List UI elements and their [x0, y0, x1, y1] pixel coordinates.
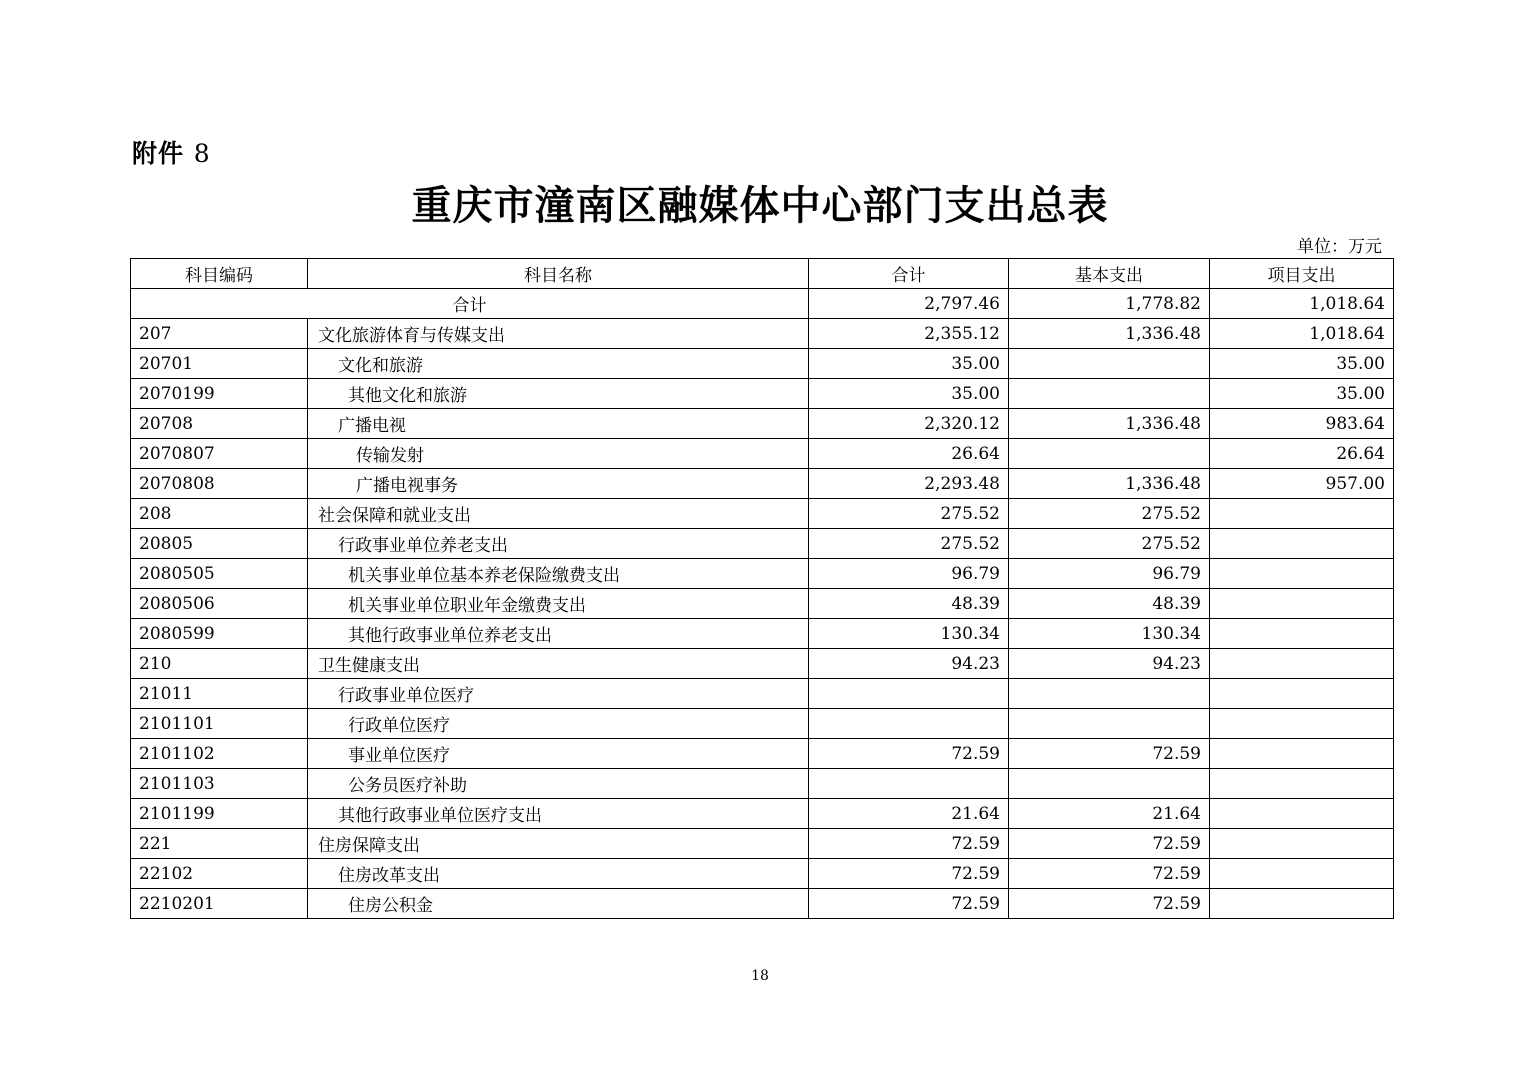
row-total: 72.59: [809, 859, 1009, 889]
total-row-project: 1,018.64: [1210, 289, 1394, 319]
row-basic: 48.39: [1009, 589, 1210, 619]
row-project: [1210, 829, 1394, 859]
row-project: [1210, 679, 1394, 709]
row-project: [1210, 859, 1394, 889]
row-name: 行政事业单位养老支出: [308, 529, 809, 559]
row-total: [809, 769, 1009, 799]
row-code: 221: [131, 829, 308, 859]
attachment-label-text: 附件: [132, 139, 185, 168]
row-name: 住房改革支出: [308, 859, 809, 889]
row-basic: 275.52: [1009, 529, 1210, 559]
table-row: [131, 799, 1394, 829]
row-code: 22102: [131, 859, 308, 889]
expenditure-table: [130, 258, 1394, 919]
row-total: 72.59: [809, 829, 1009, 859]
row-code: 2101101: [131, 709, 308, 739]
row-name: 行政事业单位医疗: [308, 679, 809, 709]
row-basic: [1009, 769, 1210, 799]
row-name: 机关事业单位基本养老保险缴费支出: [308, 559, 809, 589]
column-header-total: 合计: [809, 259, 1009, 289]
row-project: 26.64: [1210, 439, 1394, 469]
row-project: [1210, 589, 1394, 619]
row-total: 94.23: [809, 649, 1009, 679]
row-basic: 21.64: [1009, 799, 1210, 829]
table-row: [131, 379, 1394, 409]
table-row: [131, 889, 1394, 919]
row-total: 2,320.12: [809, 409, 1009, 439]
row-name: 其他行政事业单位医疗支出: [308, 799, 809, 829]
row-name: 卫生健康支出: [308, 649, 809, 679]
row-code: 2070807: [131, 439, 308, 469]
column-header-project: 项目支出: [1210, 259, 1394, 289]
row-name: 行政单位医疗: [308, 709, 809, 739]
table-header-row: [131, 259, 1394, 289]
row-project: [1210, 649, 1394, 679]
row-basic: 1,336.48: [1009, 469, 1210, 499]
row-code: 2080599: [131, 619, 308, 649]
table-row: [131, 829, 1394, 859]
row-project: [1210, 709, 1394, 739]
row-name: 广播电视事务: [308, 469, 809, 499]
row-code: 210: [131, 649, 308, 679]
row-project: [1210, 889, 1394, 919]
table-row: [131, 409, 1394, 439]
row-basic: 94.23: [1009, 649, 1210, 679]
row-total: 26.64: [809, 439, 1009, 469]
attachment-number: 8: [193, 139, 211, 168]
table-row: [131, 859, 1394, 889]
row-total: 48.39: [809, 589, 1009, 619]
row-basic: 72.59: [1009, 829, 1210, 859]
row-total: 35.00: [809, 349, 1009, 379]
unit-label: 单位：万元: [1297, 237, 1382, 257]
table-row: [131, 679, 1394, 709]
row-total: 275.52: [809, 499, 1009, 529]
attachment-label: [132, 134, 211, 170]
row-project: [1210, 499, 1394, 529]
row-basic: [1009, 439, 1210, 469]
row-name: 其他行政事业单位养老支出: [308, 619, 809, 649]
row-name: 住房保障支出: [308, 829, 809, 859]
row-name: 社会保障和就业支出: [308, 499, 809, 529]
row-project: [1210, 529, 1394, 559]
row-total: 21.64: [809, 799, 1009, 829]
row-project: 983.64: [1210, 409, 1394, 439]
total-row-total: 2,797.46: [809, 289, 1009, 319]
row-total: [809, 679, 1009, 709]
row-project: 957.00: [1210, 469, 1394, 499]
column-header-code: 科目编码: [131, 259, 308, 289]
row-code: 20805: [131, 529, 308, 559]
row-project: 35.00: [1210, 349, 1394, 379]
row-name: 文化旅游体育与传媒支出: [308, 319, 809, 349]
column-header-basic: 基本支出: [1009, 259, 1210, 289]
row-code: 208: [131, 499, 308, 529]
table-row: [131, 349, 1394, 379]
row-basic: [1009, 709, 1210, 739]
row-total: [809, 709, 1009, 739]
row-basic: 72.59: [1009, 739, 1210, 769]
row-total: 35.00: [809, 379, 1009, 409]
row-code: 20708: [131, 409, 308, 439]
row-basic: [1009, 679, 1210, 709]
row-project: 1,018.64: [1210, 319, 1394, 349]
row-project: [1210, 799, 1394, 829]
row-basic: [1009, 379, 1210, 409]
row-project: [1210, 769, 1394, 799]
table-row: [131, 649, 1394, 679]
row-code: 2070808: [131, 469, 308, 499]
table-row: [131, 739, 1394, 769]
row-name: 其他文化和旅游: [308, 379, 809, 409]
row-name: 广播电视: [308, 409, 809, 439]
row-name: 事业单位医疗: [308, 739, 809, 769]
total-row: [131, 289, 1394, 319]
page-title: 重庆市潼南区融媒体中心部门支出总表: [411, 182, 1109, 229]
row-basic: 130.34: [1009, 619, 1210, 649]
row-total: 275.52: [809, 529, 1009, 559]
row-name: 传输发射: [308, 439, 809, 469]
table-row: [131, 559, 1394, 589]
row-code: 2210201: [131, 889, 308, 919]
table-row: [131, 769, 1394, 799]
row-basic: 72.59: [1009, 859, 1210, 889]
page-number: 18: [751, 968, 769, 984]
row-name: 文化和旅游: [308, 349, 809, 379]
column-header-name: 科目名称: [308, 259, 809, 289]
row-code: 2101102: [131, 739, 308, 769]
row-total: 72.59: [809, 889, 1009, 919]
table-row: [131, 499, 1394, 529]
total-row-basic: 1,778.82: [1009, 289, 1210, 319]
row-total: 72.59: [809, 739, 1009, 769]
row-project: [1210, 619, 1394, 649]
row-code: 2070199: [131, 379, 308, 409]
row-code: 207: [131, 319, 308, 349]
row-basic: 72.59: [1009, 889, 1210, 919]
table-row: [131, 469, 1394, 499]
row-total: 2,355.12: [809, 319, 1009, 349]
total-row-label: 合计: [131, 289, 809, 319]
row-code: 2101199: [131, 799, 308, 829]
row-name: 住房公积金: [308, 889, 809, 919]
row-code: 2080505: [131, 559, 308, 589]
row-basic: 1,336.48: [1009, 409, 1210, 439]
row-code: 21011: [131, 679, 308, 709]
row-project: [1210, 739, 1394, 769]
table-row: [131, 709, 1394, 739]
row-code: 20701: [131, 349, 308, 379]
row-project: [1210, 559, 1394, 589]
row-name: 公务员医疗补助: [308, 769, 809, 799]
row-total: 96.79: [809, 559, 1009, 589]
row-basic: 96.79: [1009, 559, 1210, 589]
row-total: 130.34: [809, 619, 1009, 649]
row-total: 2,293.48: [809, 469, 1009, 499]
row-basic: 275.52: [1009, 499, 1210, 529]
table-row: [131, 619, 1394, 649]
row-basic: [1009, 349, 1210, 379]
row-basic: 1,336.48: [1009, 319, 1210, 349]
table-row: [131, 529, 1394, 559]
row-code: 2101103: [131, 769, 308, 799]
table-row: [131, 589, 1394, 619]
row-project: 35.00: [1210, 379, 1394, 409]
row-name: 机关事业单位职业年金缴费支出: [308, 589, 809, 619]
table-row: [131, 439, 1394, 469]
row-code: 2080506: [131, 589, 308, 619]
table-row: [131, 319, 1394, 349]
